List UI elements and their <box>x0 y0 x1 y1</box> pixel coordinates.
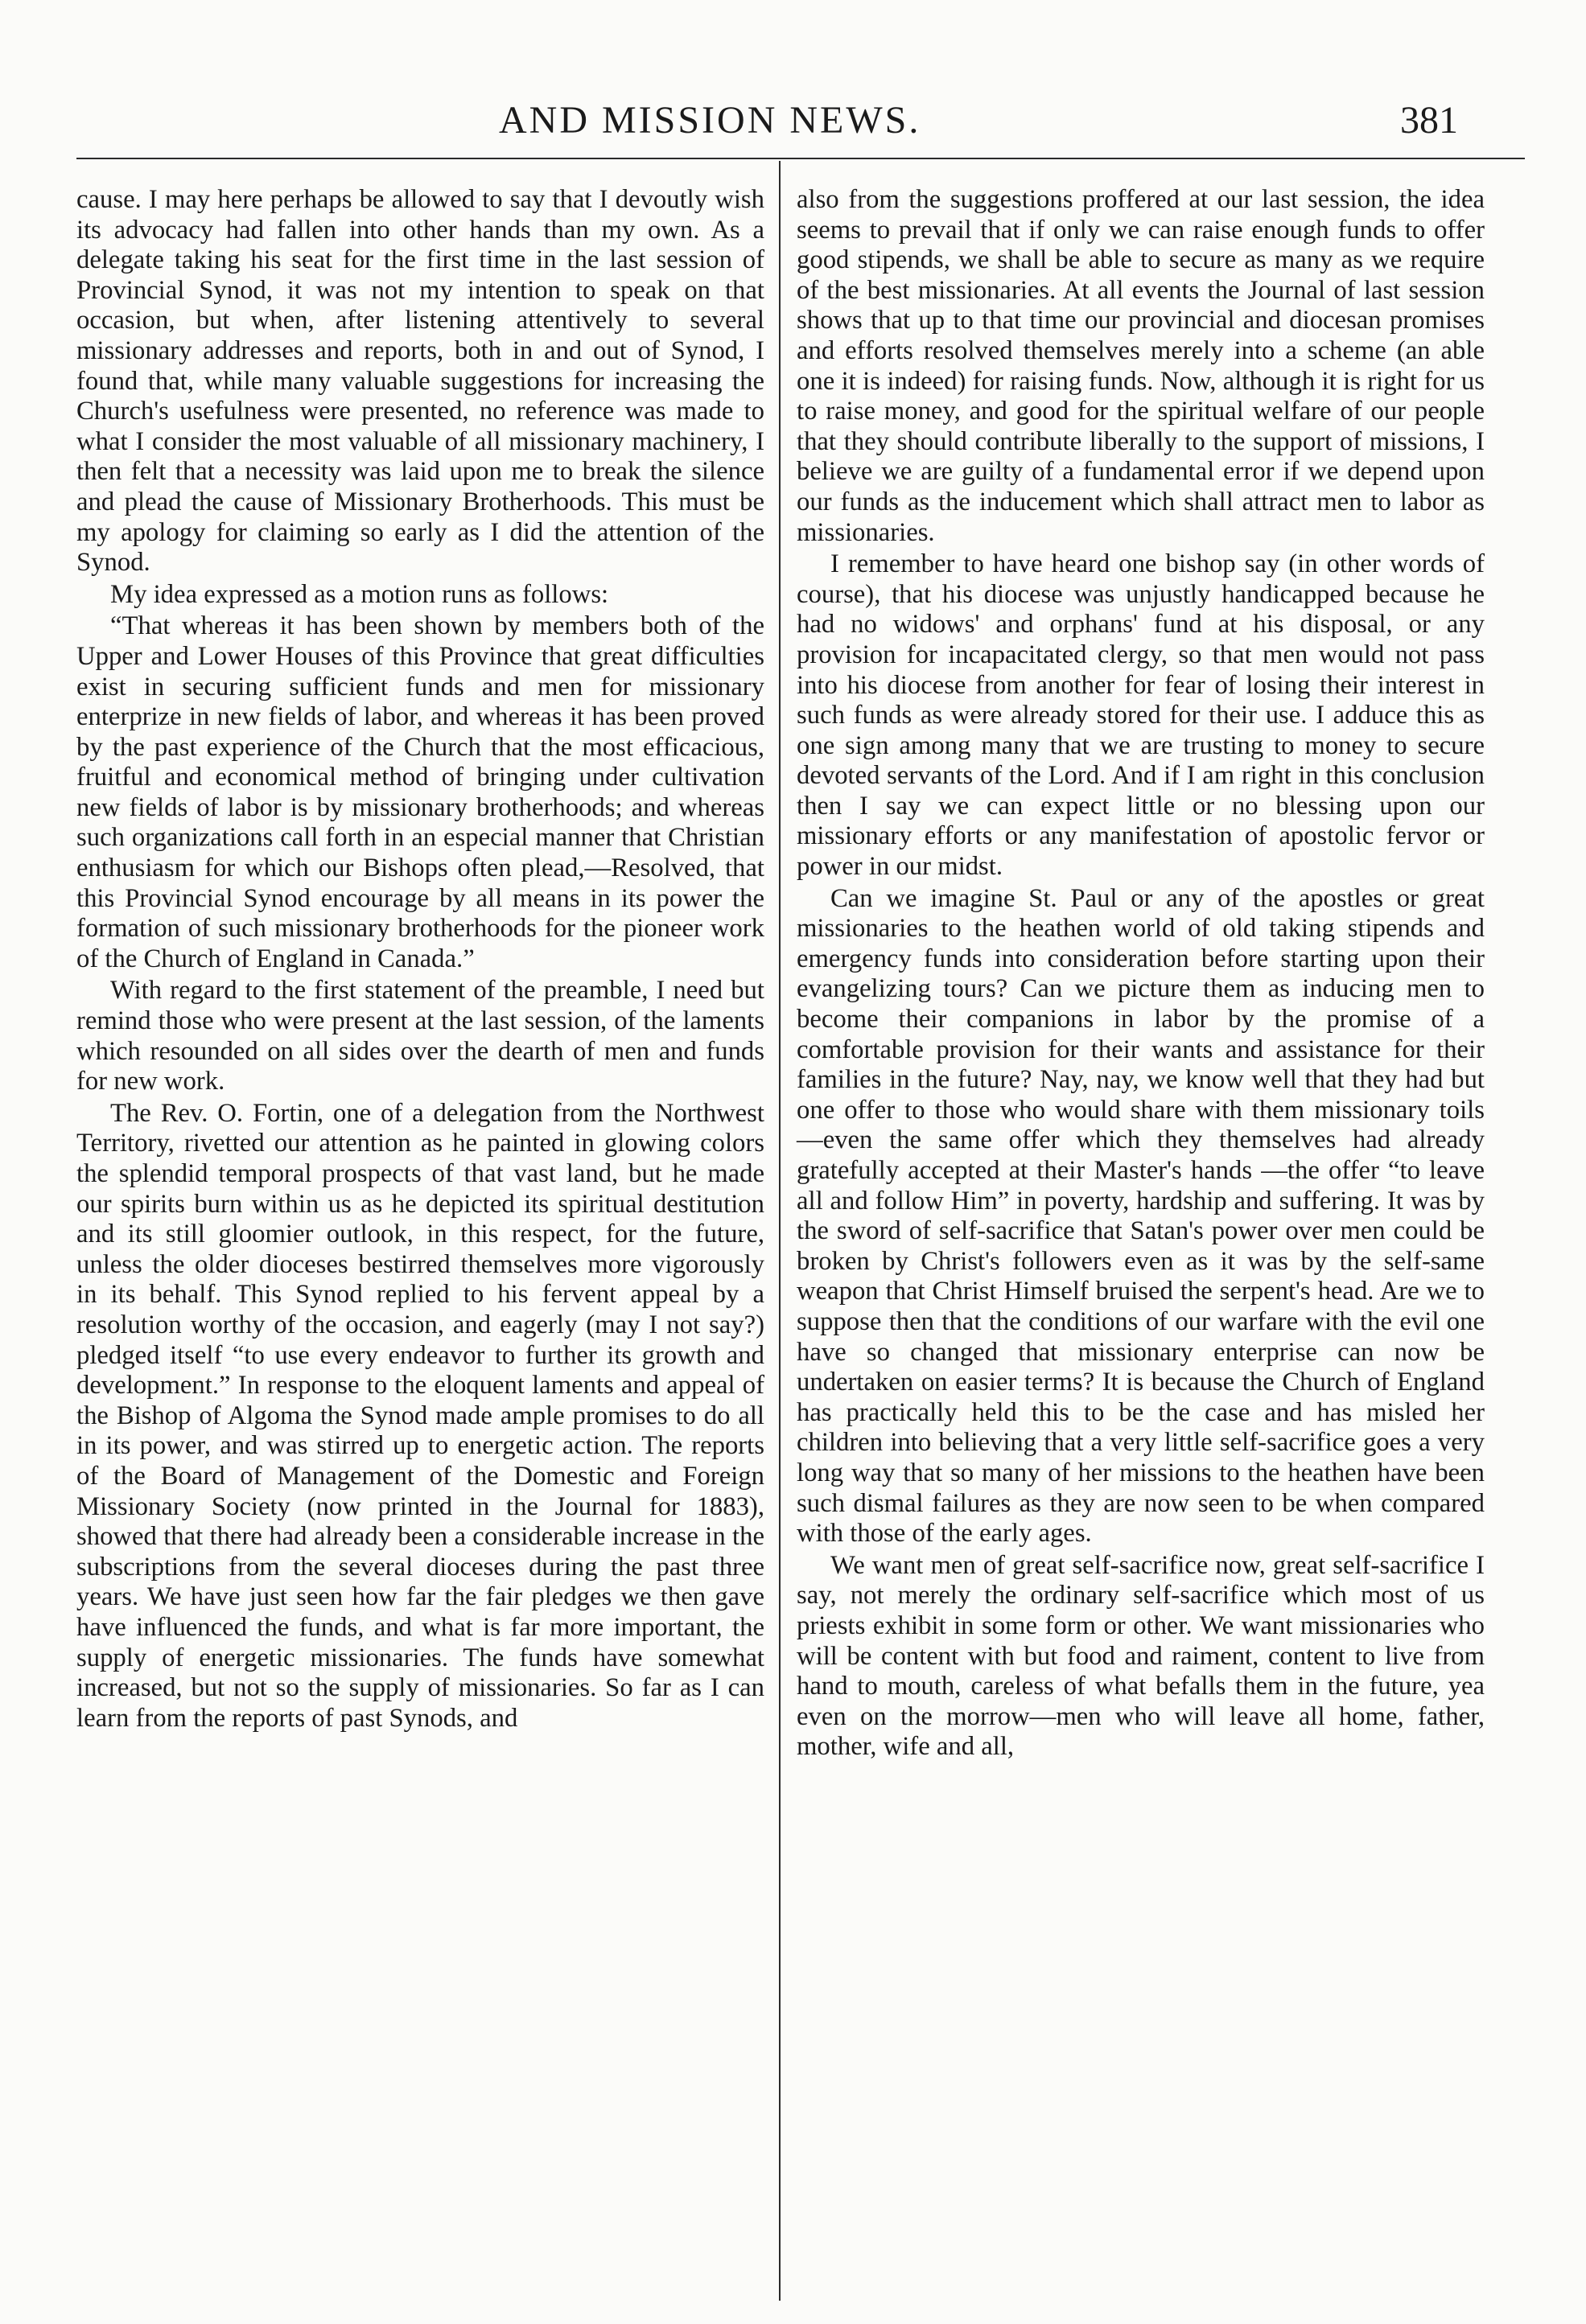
motion-quote: “That whereas it has been shown by members both of the Upper and Lower Houses of this Province that great difficulties exist in securing sufficient funds and men for missionary enterprize in new fields of labor, and whereas it has been proved by the past experience of the Church that the most efficacious, fruitful and economical method of bringing under cultivation new fields of labor is by missionary brotherhoods; and whereas such organizations call forth in an especial manner that Christian enthusiasm for which our Bishops often plead,—Resolved, that this Provincial Synod encourage by all means in its power the formation of such missionary brotherhoods for the pioneer work of the Church of England in Canada.” <box>76 611 764 973</box>
running-title: AND MISSION NEWS. <box>499 99 921 142</box>
paragraph: I remember to have heard one bishop say (in other words of course), that his diocese was unjustly handicapped because he had no widows' and orphans' fund at his disposal, or any provision for incapacitated clergy, so that men would not pass into his diocese from another for fear of losing their interest in such funds as were already stored for their use. I adduce this as one sign among many that we are trusting to money to secure devoted servants of the Lord. And if I am right in this conclusion then I say we can expect little or no blessing upon our missionary efforts or any manifestation of apostolic fervor or power in our midst. <box>797 549 1485 882</box>
page-header <box>0 97 1586 145</box>
left-column <box>76 185 764 1735</box>
paragraph: Can we imagine St. Paul or any of the apostles or great missionaries to the heathen world of old taking stipends and emergency funds into consideration before starting upon their evangelizing tours? Can we picture them as inducing men to become their companions in labor by the promise of a comfortable provision for their wants and assistance for their families in the future? Nay, nay, we know well that they had but one offer to those who would share with them missionary toils —even the same offer which they themselves had already gratefully accepted at their Master's hands —the offer “to leave all and follow Him” in poverty, hardship and suffering. It was by the sword of self-sacrifice that Satan's power over men could be broken by Christ's followers even as it was by the self-same weapon that Christ Himself bruised the serpent's head. Are we to suppose then that the conditions of our warfare with the evil one have so changed that missionary enterprise can now be undertaken on easier terms? It is because the Church of England has practically held this to be the case and has misled her children into believing that a very little self-sacrifice goes a very long way that so many of her missions to the heathen have been such dismal failures as they are now seen to be when compared with those of the early ages. <box>797 883 1485 1549</box>
right-column <box>797 185 1485 1764</box>
paragraph: also from the suggestions proffered at our last session, the idea seems to prevail that if only we can raise enough funds to offer good stipends, we shall be able to secure as many as we require of the best missionaries. At all events the Journal of last session shows that up to that time our provincial and diocesan promises and efforts resolved themselves merely into a scheme (an able one it is indeed) for raising funds. Now, although it is right for us to raise money, and good for the spiritual welfare of our people that they should contribute liberally to the support of missions, I believe we are guilty of a fundamental error if we depend upon our funds as the inducement which shall attract men to labor as missionaries. <box>797 185 1485 547</box>
header-rule <box>76 158 1525 159</box>
column-divider <box>779 161 781 2301</box>
paragraph: My idea expressed as a motion runs as follows: <box>110 579 609 609</box>
paragraph: The Rev. O. Fortin, one of a delegation from the Northwest Territory, rivetted our attention as he painted in glowing colors the splendid temporal prospects of that vast land, but he made our spirits burn within us as he depicted its spiritual destitution and its still gloomier outlook, in this respect, for the future, unless the older dioceses bestirred themselves more vigorously in its behalf. This Synod replied to his fervent appeal by a resolution worthy of the occasion, and eagerly (may I not say?) pledged itself “to use every endeavor to further its growth and development.” In response to the eloquent laments and appeal of the Bishop of Algoma the Synod made ample promises to do all in its power, and was stirred up to energetic action. The reports of the Board of Management of the Domestic and Foreign Missionary Society (now printed in the Journal for 1883), showed that there had already been a considerable increase in the subscriptions from the several dioceses during the past three years. We have just seen how far the fair pledges we then gave have influenced the funds, and what is far more important, the supply of energetic missionaries. The funds have somewhat increased, but not so the supply of missionaries. So far as I can learn from the reports of past Synods, and <box>76 1098 764 1733</box>
paragraph: With regard to the first statement of the preamble, I need but remind those who were present at the last session, of the laments which resounded on all sides over the dearth of men and funds for new work. <box>76 976 764 1096</box>
page-number: 381 <box>1400 99 1458 142</box>
paragraph: We want men of great self-sacrifice now, great self-sacrifice I say, not merely the ordinary self-sacrifice which most of us priests exhibit in some form or other. We want missionaries who will be content with but food and raiment, content to live from hand to mouth, careless of what befalls them in the future, yea even on the morrow—men who will leave all home, father, mother, wife and all, <box>797 1550 1485 1762</box>
paragraph: cause. I may here perhaps be allowed to say that I devoutly wish its advocacy had fallen into other hands than my own. As a delegate taking his seat for the first time in the last session of Provincial Synod, it was not my intention to speak on that occasion, but when, after listening attentively to several missionary addresses and reports, both in and out of Synod, I found that, while many valuable suggestions for increasing the Church's usefulness were presented, no reference was made to what I consider the most valuable of all missionary machinery, I then felt that a necessity was laid upon me to break the silence and plead the cause of Missionary Brotherhoods. This must be my apology for claiming so early as I did the attention of the Synod. <box>76 185 764 578</box>
